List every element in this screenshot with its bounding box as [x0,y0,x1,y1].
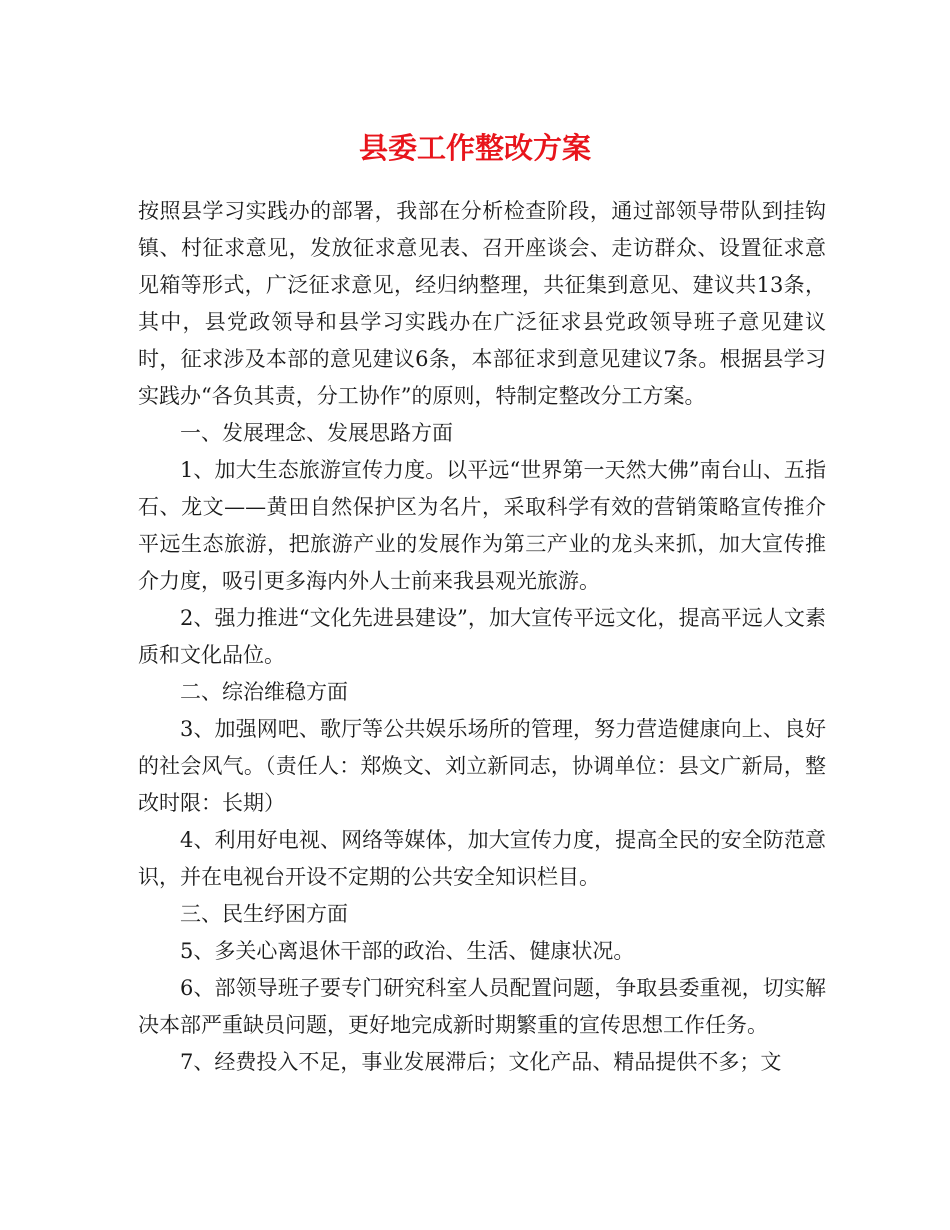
item-2-paragraph: 2、强力推进“文化先进县建设”，加大宣传平远文化，提高平远人文素质和文化品位。 [138,606,826,667]
section-heading-livelihood: 三、民生纾困方面 [180,902,348,926]
intro-paragraph: 按照县学习实践办的部署，我部在分析检查阶段，通过部领导带队到挂钩镇、村征求意见，发放征求意见表、召开座谈会、走访群众、设置征求意见箱等形式，广泛征求意见，经归纳整理，共征集到意见、建议共13条，其中，县党政领导和县学习实践办在广泛征求县党政领导班子意见建议时，征求涉及本部的意见建议6条，本部征求到意见建议7条。根据县学习实践办“各负其责，分工协作”的原则，特制定整改分工方案。 [138,199,826,408]
item-1-paragraph: 1、加大生态旅游宣传力度。以平远“世界第一天然大佛”南台山、五指石、龙文——黄田自然保护区为名片，采取科学有效的营销策略宣传推介平远生态旅游，把旅游产业的发展作为第三产业的龙头来抓，加大宣传推介力度，吸引更多海内外人士前来我县观光旅游。 [138,458,826,593]
document-body [138,193,826,1081]
document-title: 县委工作整改方案 [358,131,591,165]
item-4-paragraph: 4、利用好电视、网络等媒体，加大宣传力度，提高全民的安全防范意识，并在电视台开设不定期的公共安全知识栏目。 [138,828,826,889]
item-5-paragraph: 5、多关心离退休干部的政治、生活、健康状况。 [180,939,635,963]
section-heading-stability: 二、综治维稳方面 [180,680,348,704]
item-6-paragraph: 6、部领导班子要专门研究科室人员配置问题，争取县委重视，切实解决本部严重缺员问题，更好地完成新时期繁重的宣传思想工作任务。 [138,976,826,1037]
item-7-paragraph: 7、经费投入不足，事业发展滞后；文化产品、精品提供不多；文 [180,1050,782,1074]
item-3-paragraph: 3、加强网吧、歌厅等公共娱乐场所的管理，努力营造健康向上、良好的社会风气。（责任人：郑焕文、刘立新同志，协调单位：县文广新局，整改时限：长期） [138,717,826,815]
section-heading-development: 一、发展理念、发展思路方面 [180,421,453,445]
